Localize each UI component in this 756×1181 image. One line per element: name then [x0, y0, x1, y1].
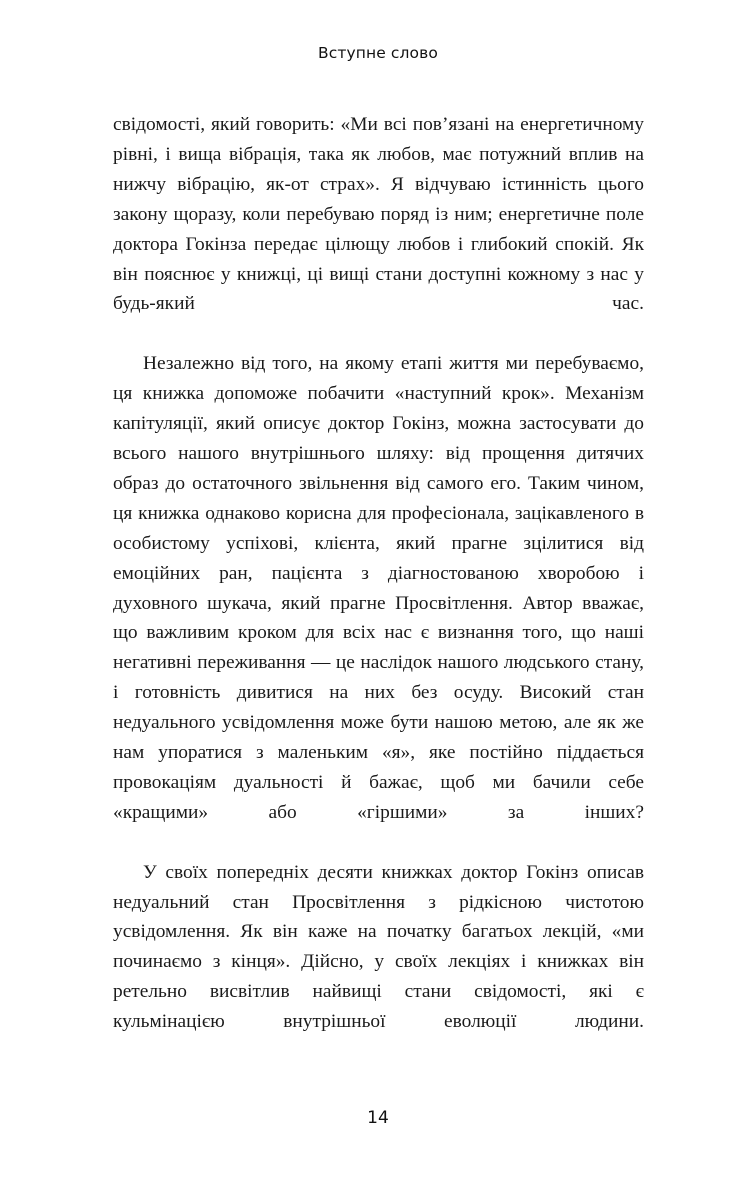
page-number: 14 [367, 1108, 389, 1128]
body-paragraph: свідомості, який говорить: «Ми всі пов’язані на енергетичному рівні, і вища вібрація, така як любов, має потужний вплив на нижчу вібрацію, як-от страх». Я відчуваю істинність цього закону щоразу, коли перебуваю поряд із ним; енергетичне поле доктора Гокінза передає цілющу любов і глибокий спокій. Як він пояснює у книжці, ці вищі стани доступні кожному з нас у будь-який час. [113, 114, 644, 315]
body-paragraph: У своїх попередніх десяти книжках доктор Гокінз описав недуальний стан Просвітлення з рідкісною чистотою усвідомлення. Як він каже на початку багатьох лекцій, «ми починаємо з кінця». Дійсно, у своїх лекціях і книжках він ретельно висвітлив найвищі стани свідомості, які є кульмінацією внутрішньої еволюції людини. [113, 861, 644, 1033]
body-paragraph: Незалежно від того, на якому етапі життя ми перебуваємо, ця книжка допоможе побачити «наступний крок». Механізм капітуляції, який описує доктор Гокінз, можна застосувати до всього нашого внутрішнього шляху: від прощення дитячих образ до остаточного звільнення від самого его. Таким чином, ця книжка однаково корисна для професіонала, зацікавленого в особистому успіхові, клієнта, який прагне зцілитися від емоційних ран, пацієнта з діагностованою хворобою і духовного шукача, який прагне Просвітлення. Автор вважає, що важливим кроком для всіх нас є визнання того, що наші негативні переживання — це наслідок нашого людського стану, і готовність дивитися на них без осуду. Високий стан недуального усвідомлення може бути нашою метою, але як же нам упоратися з маленьким «я», яке постійно піддається провокаціям дуальності й бажає, щоб ми бачили себе «кращими» або «гіршими» за інших? [113, 353, 644, 823]
body-text-block [113, 110, 644, 1067]
running-header: Вступне слово [318, 44, 438, 62]
